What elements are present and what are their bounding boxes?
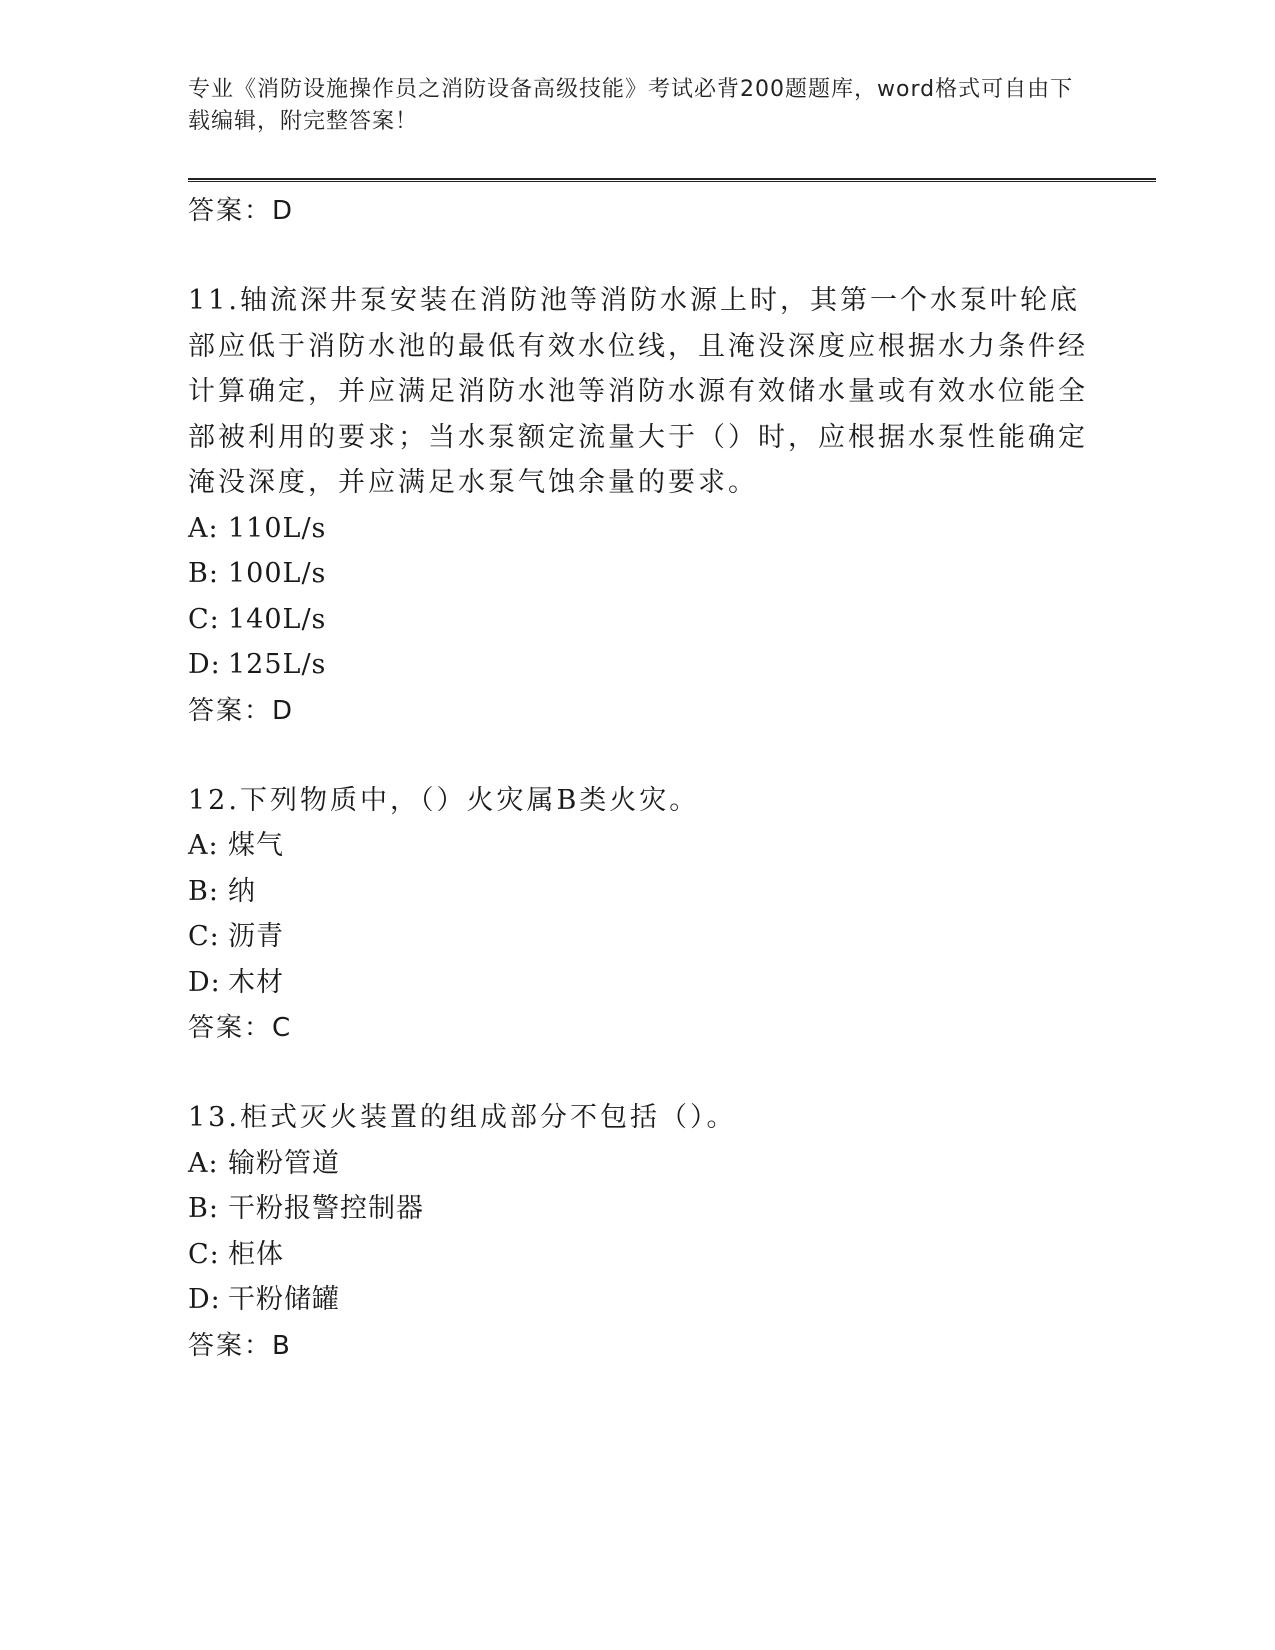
option-text: 柜体: [228, 1238, 284, 1270]
option-letter: C:: [188, 1238, 220, 1270]
option-letter: B:: [188, 1193, 219, 1224]
option-text: 输粉管道: [228, 1147, 340, 1179]
option-letter: C:: [188, 603, 220, 635]
option-text: 干粉储罐: [228, 1284, 340, 1315]
question-item: [188, 1095, 1088, 1369]
option-d: [188, 960, 1088, 1006]
option-c: [188, 1232, 1088, 1278]
spacer: [188, 234, 1088, 278]
option-letter: A:: [188, 512, 219, 544]
answer-line: 答案：D: [188, 695, 295, 726]
option-letter: D:: [188, 1284, 221, 1315]
question-list: [188, 188, 1088, 1369]
page-header: 专业《消防设施操作员之消防设备高级技能》考试必背200题题库，word格式可自由下载编辑，附完整答案！: [188, 77, 1074, 134]
question-item: [188, 278, 1088, 734]
answer-line: 答案：D: [188, 196, 295, 226]
option-b: [188, 869, 1088, 915]
option-text: 125L/s: [228, 649, 327, 680]
question-stem: 12.下列物质中，（）火灾属B类火灾。: [188, 784, 700, 816]
spacer: [188, 1051, 1088, 1095]
option-text: 干粉报警控制器: [228, 1193, 424, 1224]
option-letter: A:: [188, 1147, 219, 1179]
option-text: 沥青: [228, 921, 284, 952]
header-divider: [188, 178, 1156, 182]
option-d: [188, 642, 1088, 688]
question-item: [188, 778, 1088, 1052]
option-letter: D:: [188, 966, 221, 998]
option-text: 140L/s: [228, 603, 327, 635]
answer-line: 答案：B: [188, 1330, 292, 1361]
option-c: [188, 914, 1088, 960]
option-text: 煤气: [228, 830, 284, 861]
option-text: 100L/s: [228, 558, 327, 589]
option-letter: B:: [188, 875, 219, 907]
option-text: 纳: [228, 875, 256, 907]
option-b: [188, 1186, 1088, 1232]
option-a: [188, 506, 1088, 552]
option-letter: D:: [188, 649, 221, 680]
question-stem: 11.轴流深井泵安装在消防池等消防水源上时，其第一个水泵叶轮底部应低于消防水池的最低有效水位线，且淹没深度应根据水力条件经计算确定，并应满足消防水池等消防水源有效储水量或有效水位能全部被利用的要求；当水泵额定流量大于（）时，应根据水泵性能确定淹没深度，并应满足水泵气蚀余量的要求。: [188, 285, 1088, 498]
option-c: [188, 597, 1088, 643]
spacer: [188, 734, 1088, 778]
option-d: [188, 1277, 1088, 1323]
option-letter: A:: [188, 830, 219, 861]
option-letter: B:: [188, 558, 219, 589]
option-text: 木材: [228, 966, 284, 998]
option-text: 110L/s: [228, 512, 327, 544]
option-b: [188, 551, 1088, 597]
option-a: [188, 823, 1088, 869]
option-letter: C:: [188, 921, 220, 952]
question-stem: 13.柜式灭火装置的组成部分不包括（）。: [188, 1102, 737, 1133]
option-a: [188, 1141, 1088, 1187]
answer-line: 答案：C: [188, 1013, 293, 1043]
